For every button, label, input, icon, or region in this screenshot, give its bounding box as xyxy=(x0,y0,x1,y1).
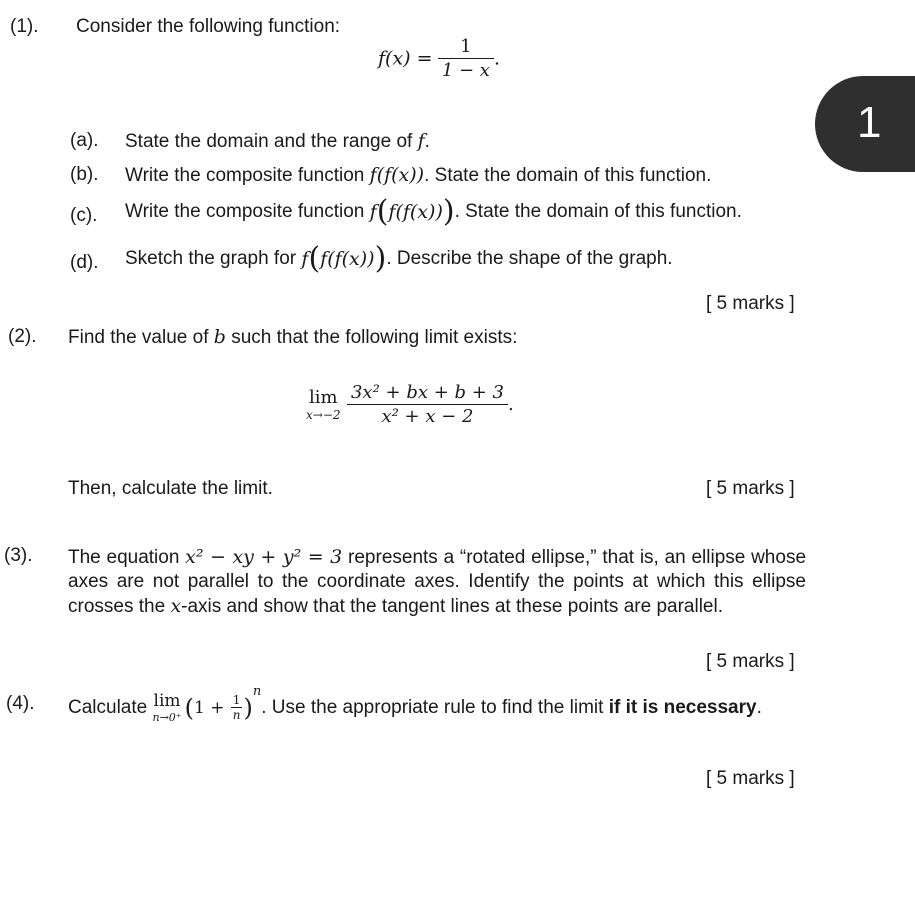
q1b-label: (b). xyxy=(70,164,99,185)
q4-exponent: n xyxy=(252,684,262,699)
q1a-text xyxy=(125,130,430,153)
q4-pre: Calculate xyxy=(68,696,153,718)
q3-text xyxy=(68,545,806,619)
q3-t3: -axis and show that the tangent lines at these points are parallel. xyxy=(181,596,723,617)
q2-post: such that the following limit exists: xyxy=(225,327,518,348)
page-number-tab xyxy=(815,76,915,172)
q1-fn-fraction xyxy=(438,36,494,81)
q4-frac-den: n xyxy=(232,708,241,723)
q1b-post: . State the domain of this function. xyxy=(424,165,712,186)
q2-fraction xyxy=(347,382,508,427)
q1a-post: . xyxy=(424,131,430,152)
q4-lim-sub: n→0⁺ xyxy=(152,710,182,724)
q2-lim-sub: x→−2 xyxy=(306,407,341,422)
q3-number: (3). xyxy=(4,545,33,566)
q2-var: b xyxy=(213,326,226,348)
q1d-expr-inner: f(f(x)) xyxy=(320,248,375,270)
q3-equation: x² − xy + y² = 3 xyxy=(185,546,343,568)
q2-limit-operator xyxy=(306,386,341,422)
q1c-pre: Write the composite function xyxy=(125,201,370,222)
q1d-text xyxy=(125,241,673,276)
q3-t2: represents a “rotated ellipse,” that is, an ellipse whose axes are not parallel to the coordinate axes. Identify the points at which this ellipse crosses the xyxy=(68,547,807,617)
q1-fn-numerator: 1 xyxy=(438,36,494,59)
q3-marks: [ 5 marks ] xyxy=(706,651,795,672)
q2-text xyxy=(68,326,517,349)
q1c-label: (c). xyxy=(70,205,98,226)
q4-number: (4). xyxy=(6,693,35,714)
q4-rparen: ) xyxy=(243,693,253,722)
q2-then: Then, calculate the limit. xyxy=(68,478,273,499)
q1-intro: Consider the following function: xyxy=(76,16,341,37)
q4-lparen: ( xyxy=(184,693,194,722)
q2-denominator: x² + x − 2 xyxy=(381,406,474,427)
q3-xvar: x xyxy=(170,595,182,617)
q1d-label: (d). xyxy=(70,252,99,273)
q2-limit-expression xyxy=(306,382,514,427)
q1-marks: [ 5 marks ] xyxy=(706,293,795,314)
q1-fn-lhs: f(x) = xyxy=(378,47,433,70)
q1b-expr: f(f(x)) xyxy=(369,164,425,186)
q1d-post: . Describe the shape of the graph. xyxy=(386,248,673,269)
q4-text xyxy=(68,684,762,723)
q1c-text xyxy=(125,194,742,229)
q4-one-plus: 1 + xyxy=(193,697,225,718)
q1b-pre: Write the composite function xyxy=(125,165,370,186)
q1-fn-period: . xyxy=(493,47,501,70)
page-number: 1 xyxy=(857,98,882,147)
q4-bold: if it is necessary xyxy=(608,696,757,718)
q1-fn-denominator: 1 − x xyxy=(441,60,490,81)
q4-marks: [ 5 marks ] xyxy=(706,768,795,789)
q1d-lparen: ( xyxy=(308,241,321,276)
q1b-text xyxy=(125,164,711,187)
q1a-expr: f xyxy=(417,130,425,152)
q1a-label: (a). xyxy=(70,130,99,151)
q1a-pre: State the domain and the range of xyxy=(125,131,418,152)
q3-t1: The equation xyxy=(68,547,186,568)
q4-frac-num: 1 xyxy=(231,693,243,708)
q1c-lparen: ( xyxy=(376,194,389,229)
q4-fraction xyxy=(231,693,243,722)
q1d-expr-outer: f xyxy=(301,248,309,270)
q4-post2: . xyxy=(756,696,762,718)
q2-pre: Find the value of xyxy=(68,327,214,348)
q4-post1: . Use the appropriate rule to find the limit xyxy=(261,696,609,718)
q2-number: (2). xyxy=(8,326,37,347)
q1d-pre: Sketch the graph for xyxy=(125,248,302,269)
q2-marks: [ 5 marks ] xyxy=(706,478,795,499)
q1c-expr-inner: f(f(x)) xyxy=(388,201,443,223)
q4-lim: lim xyxy=(153,690,181,711)
q2-period: . xyxy=(508,394,514,415)
q2-numerator: 3x² + bx + b + 3 xyxy=(347,382,508,405)
q4-limit-operator xyxy=(152,690,182,724)
q1-function xyxy=(378,36,500,81)
q1c-expr-outer: f xyxy=(369,201,377,223)
q1-number: (1). xyxy=(10,16,39,37)
q1c-post: . State the domain of this function. xyxy=(454,201,742,222)
q1c-rparen: ) xyxy=(442,194,455,229)
q2-lim: lim xyxy=(308,386,338,408)
q1d-rparen: ) xyxy=(374,241,387,276)
